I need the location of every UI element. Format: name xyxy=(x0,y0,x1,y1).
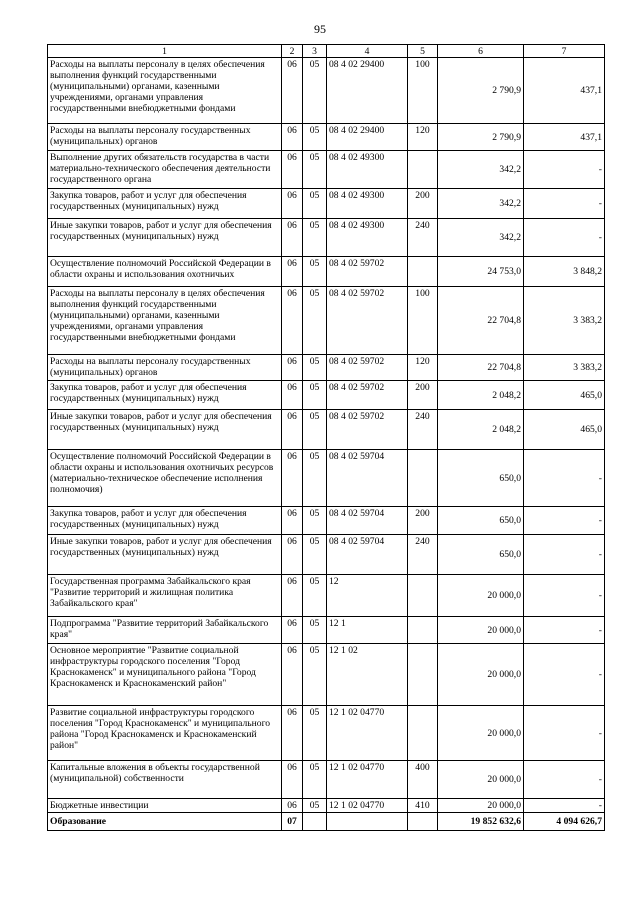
row-amount-1: 20 000,0 xyxy=(438,644,524,706)
row-expense-type: 120 xyxy=(408,355,438,381)
row-target-code: 08 4 02 49300 xyxy=(327,219,408,257)
row-amount-1: 20 000,0 xyxy=(438,617,524,644)
row-amount-1: 20 000,0 xyxy=(438,706,524,761)
table-row xyxy=(48,575,605,617)
row-amount-2: - xyxy=(524,575,605,617)
row-section: 06 xyxy=(282,219,303,257)
row-target-code: 08 4 02 49300 xyxy=(327,151,408,189)
row-section: 06 xyxy=(282,507,303,535)
table-row xyxy=(48,381,605,410)
row-target-code: 12 1 02 04770 xyxy=(327,706,408,761)
row-target-code: 08 4 02 29400 xyxy=(327,58,408,124)
row-name: Закупка товаров, работ и услуг для обеспечения государственных (муниципальных) нужд xyxy=(48,381,282,410)
row-subsection: 05 xyxy=(303,58,327,124)
table-row xyxy=(48,355,605,381)
row-name: Осуществление полномочий Российской Федерации в области охраны и использования охотничьих ресурсов (материально-техническое обеспечение исполнения полномочия) xyxy=(48,450,282,507)
row-expense-type xyxy=(408,257,438,287)
total-amount-1: 19 852 632,6 xyxy=(438,813,524,831)
table-row xyxy=(48,124,605,151)
row-section: 06 xyxy=(282,257,303,287)
total-expense-type xyxy=(408,813,438,831)
row-target-code: 08 4 02 59702 xyxy=(327,410,408,450)
row-subsection: 05 xyxy=(303,450,327,507)
row-subsection: 05 xyxy=(303,575,327,617)
row-target-code: 08 4 02 59704 xyxy=(327,507,408,535)
row-amount-2: - xyxy=(524,507,605,535)
row-section: 06 xyxy=(282,58,303,124)
row-subsection: 05 xyxy=(303,410,327,450)
row-amount-2: - xyxy=(524,219,605,257)
budget-table xyxy=(47,44,605,831)
header-row xyxy=(48,45,605,58)
row-target-code: 08 4 02 59702 xyxy=(327,381,408,410)
header-col-3: 3 xyxy=(303,45,327,58)
total-section: 07 xyxy=(282,813,303,831)
table-row xyxy=(48,535,605,575)
row-name: Подпрограмма "Развитие территорий Забайкальского края" xyxy=(48,617,282,644)
row-amount-1: 2 790,9 xyxy=(438,124,524,151)
row-amount-1: 342,2 xyxy=(438,151,524,189)
row-section: 06 xyxy=(282,381,303,410)
row-expense-type: 200 xyxy=(408,507,438,535)
table-row xyxy=(48,617,605,644)
row-subsection: 05 xyxy=(303,761,327,799)
row-name: Государственная программа Забайкальского края "Развитие территорий и жилищная политика Забайкальского края" xyxy=(48,575,282,617)
row-subsection: 05 xyxy=(303,535,327,575)
table-row xyxy=(48,706,605,761)
row-section: 06 xyxy=(282,617,303,644)
row-target-code: 08 4 02 29400 xyxy=(327,124,408,151)
row-target-code: 12 1 02 04770 xyxy=(327,761,408,799)
total-target-code xyxy=(327,813,408,831)
row-name: Бюджетные инвестиции xyxy=(48,799,282,813)
row-subsection: 05 xyxy=(303,507,327,535)
row-target-code: 12 1 xyxy=(327,617,408,644)
row-section: 06 xyxy=(282,355,303,381)
row-amount-1: 342,2 xyxy=(438,189,524,219)
row-section: 06 xyxy=(282,189,303,219)
row-expense-type xyxy=(408,706,438,761)
row-section: 06 xyxy=(282,799,303,813)
header-col-4: 4 xyxy=(327,45,408,58)
row-amount-1: 650,0 xyxy=(438,507,524,535)
row-expense-type: 240 xyxy=(408,219,438,257)
row-section: 06 xyxy=(282,410,303,450)
row-section: 06 xyxy=(282,124,303,151)
header-col-5: 5 xyxy=(408,45,438,58)
row-target-code: 08 4 02 59704 xyxy=(327,535,408,575)
row-amount-1: 24 753,0 xyxy=(438,257,524,287)
table-row xyxy=(48,189,605,219)
row-amount-2: - xyxy=(524,799,605,813)
row-name: Осуществление полномочий Российской Федерации в области охраны и использования охотничьих xyxy=(48,257,282,287)
row-section: 06 xyxy=(282,535,303,575)
row-name: Закупка товаров, работ и услуг для обеспечения государственных (муниципальных) нужд xyxy=(48,507,282,535)
row-subsection: 05 xyxy=(303,355,327,381)
row-amount-1: 20 000,0 xyxy=(438,761,524,799)
table-row xyxy=(48,58,605,124)
row-name: Развитие социальной инфраструктуры городского поселения "Город Краснокаменск" и муниципального района "Город Краснокаменск и Краснокаменский район" xyxy=(48,706,282,761)
row-name: Закупка товаров, работ и услуг для обеспечения государственных (муниципальных) нужд xyxy=(48,189,282,219)
table-row xyxy=(48,644,605,706)
row-target-code: 08 4 02 59704 xyxy=(327,450,408,507)
row-target-code: 08 4 02 49300 xyxy=(327,189,408,219)
row-target-code: 12 1 02 xyxy=(327,644,408,706)
table-row xyxy=(48,151,605,189)
total-row xyxy=(48,813,605,831)
row-amount-2: - xyxy=(524,761,605,799)
table-row xyxy=(48,410,605,450)
row-amount-2: - xyxy=(524,189,605,219)
row-amount-1: 22 704,8 xyxy=(438,287,524,355)
row-amount-2: 465,0 xyxy=(524,410,605,450)
row-amount-1: 650,0 xyxy=(438,450,524,507)
row-subsection: 05 xyxy=(303,617,327,644)
table-row xyxy=(48,799,605,813)
row-subsection: 05 xyxy=(303,151,327,189)
row-amount-2: 3 848,2 xyxy=(524,257,605,287)
row-expense-type: 100 xyxy=(408,58,438,124)
row-amount-2: - xyxy=(524,706,605,761)
row-amount-1: 2 048,2 xyxy=(438,410,524,450)
row-expense-type: 120 xyxy=(408,124,438,151)
row-expense-type: 410 xyxy=(408,799,438,813)
row-expense-type: 400 xyxy=(408,761,438,799)
row-name: Расходы на выплаты персоналу в целях обеспечения выполнения функций государственными (муниципальными) органами, казенными учреждениями, органами управления государственными внебюджетными фондами xyxy=(48,58,282,124)
table-row xyxy=(48,450,605,507)
row-target-code: 08 4 02 59702 xyxy=(327,257,408,287)
row-section: 06 xyxy=(282,644,303,706)
row-section: 06 xyxy=(282,761,303,799)
row-subsection: 05 xyxy=(303,799,327,813)
row-expense-type xyxy=(408,617,438,644)
table-row xyxy=(48,761,605,799)
row-name: Основное мероприятие "Развитие социальной инфраструктуры городского поселения "Город Краснокаменск" и муниципального района "Город Краснокаменск и Краснокаменский район" xyxy=(48,644,282,706)
row-expense-type: 240 xyxy=(408,410,438,450)
row-expense-type: 100 xyxy=(408,287,438,355)
row-amount-2: 437,1 xyxy=(524,58,605,124)
row-section: 06 xyxy=(282,450,303,507)
table-row xyxy=(48,257,605,287)
table-row xyxy=(48,219,605,257)
row-name: Расходы на выплаты персоналу в целях обеспечения выполнения функций государственными (муниципальными) органами, казенными учреждениями, органами управления государственными внебюджетными фондами xyxy=(48,287,282,355)
row-amount-1: 20 000,0 xyxy=(438,799,524,813)
row-name: Расходы на выплаты персоналу государственных (муниципальных) органов xyxy=(48,355,282,381)
row-section: 06 xyxy=(282,706,303,761)
page-number: 95 xyxy=(314,22,326,36)
row-amount-2: 3 383,2 xyxy=(524,287,605,355)
row-section: 06 xyxy=(282,287,303,355)
row-expense-type xyxy=(408,644,438,706)
row-amount-1: 342,2 xyxy=(438,219,524,257)
row-name: Иные закупки товаров, работ и услуг для обеспечения государственных (муниципальных) нужд xyxy=(48,535,282,575)
total-name: Образование xyxy=(48,813,282,831)
row-section: 06 xyxy=(282,575,303,617)
total-amount-2: 4 094 626,7 xyxy=(524,813,605,831)
table-row xyxy=(48,287,605,355)
row-expense-type xyxy=(408,151,438,189)
row-subsection: 05 xyxy=(303,124,327,151)
row-amount-1: 650,0 xyxy=(438,535,524,575)
row-amount-2: - xyxy=(524,617,605,644)
row-amount-1: 2 048,2 xyxy=(438,381,524,410)
row-amount-1: 22 704,8 xyxy=(438,355,524,381)
row-subsection: 05 xyxy=(303,287,327,355)
row-subsection: 05 xyxy=(303,189,327,219)
row-target-code: 12 xyxy=(327,575,408,617)
header-col-1: 1 xyxy=(48,45,282,58)
row-target-code: 12 1 02 04770 xyxy=(327,799,408,813)
row-amount-1: 20 000,0 xyxy=(438,575,524,617)
row-target-code: 08 4 02 59702 xyxy=(327,287,408,355)
row-subsection: 05 xyxy=(303,381,327,410)
row-expense-type xyxy=(408,450,438,507)
row-subsection: 05 xyxy=(303,706,327,761)
row-subsection: 05 xyxy=(303,644,327,706)
row-name: Расходы на выплаты персоналу государственных (муниципальных) органов xyxy=(48,124,282,151)
row-expense-type: 240 xyxy=(408,535,438,575)
header-col-2: 2 xyxy=(282,45,303,58)
row-amount-2: - xyxy=(524,151,605,189)
row-name: Выполнение других обязательств государства в части материально-технического обеспечения деятельности государственного органа xyxy=(48,151,282,189)
row-expense-type xyxy=(408,575,438,617)
row-subsection: 05 xyxy=(303,219,327,257)
header-col-7: 7 xyxy=(524,45,605,58)
row-expense-type: 200 xyxy=(408,189,438,219)
total-subsection xyxy=(303,813,327,831)
header-col-6: 6 xyxy=(438,45,524,58)
row-name: Иные закупки товаров, работ и услуг для обеспечения государственных (муниципальных) нужд xyxy=(48,410,282,450)
row-subsection: 05 xyxy=(303,257,327,287)
row-amount-2: 437,1 xyxy=(524,124,605,151)
row-amount-2: - xyxy=(524,450,605,507)
row-name: Капитальные вложения в объекты государственной (муниципальной) собственности xyxy=(48,761,282,799)
row-amount-2: - xyxy=(524,644,605,706)
row-amount-2: 3 383,2 xyxy=(524,355,605,381)
row-amount-2: 465,0 xyxy=(524,381,605,410)
row-section: 06 xyxy=(282,151,303,189)
row-expense-type: 200 xyxy=(408,381,438,410)
row-name: Иные закупки товаров, работ и услуг для обеспечения государственных (муниципальных) нужд xyxy=(48,219,282,257)
row-amount-1: 2 790,9 xyxy=(438,58,524,124)
row-target-code: 08 4 02 59702 xyxy=(327,355,408,381)
table-row xyxy=(48,507,605,535)
row-amount-2: - xyxy=(524,535,605,575)
